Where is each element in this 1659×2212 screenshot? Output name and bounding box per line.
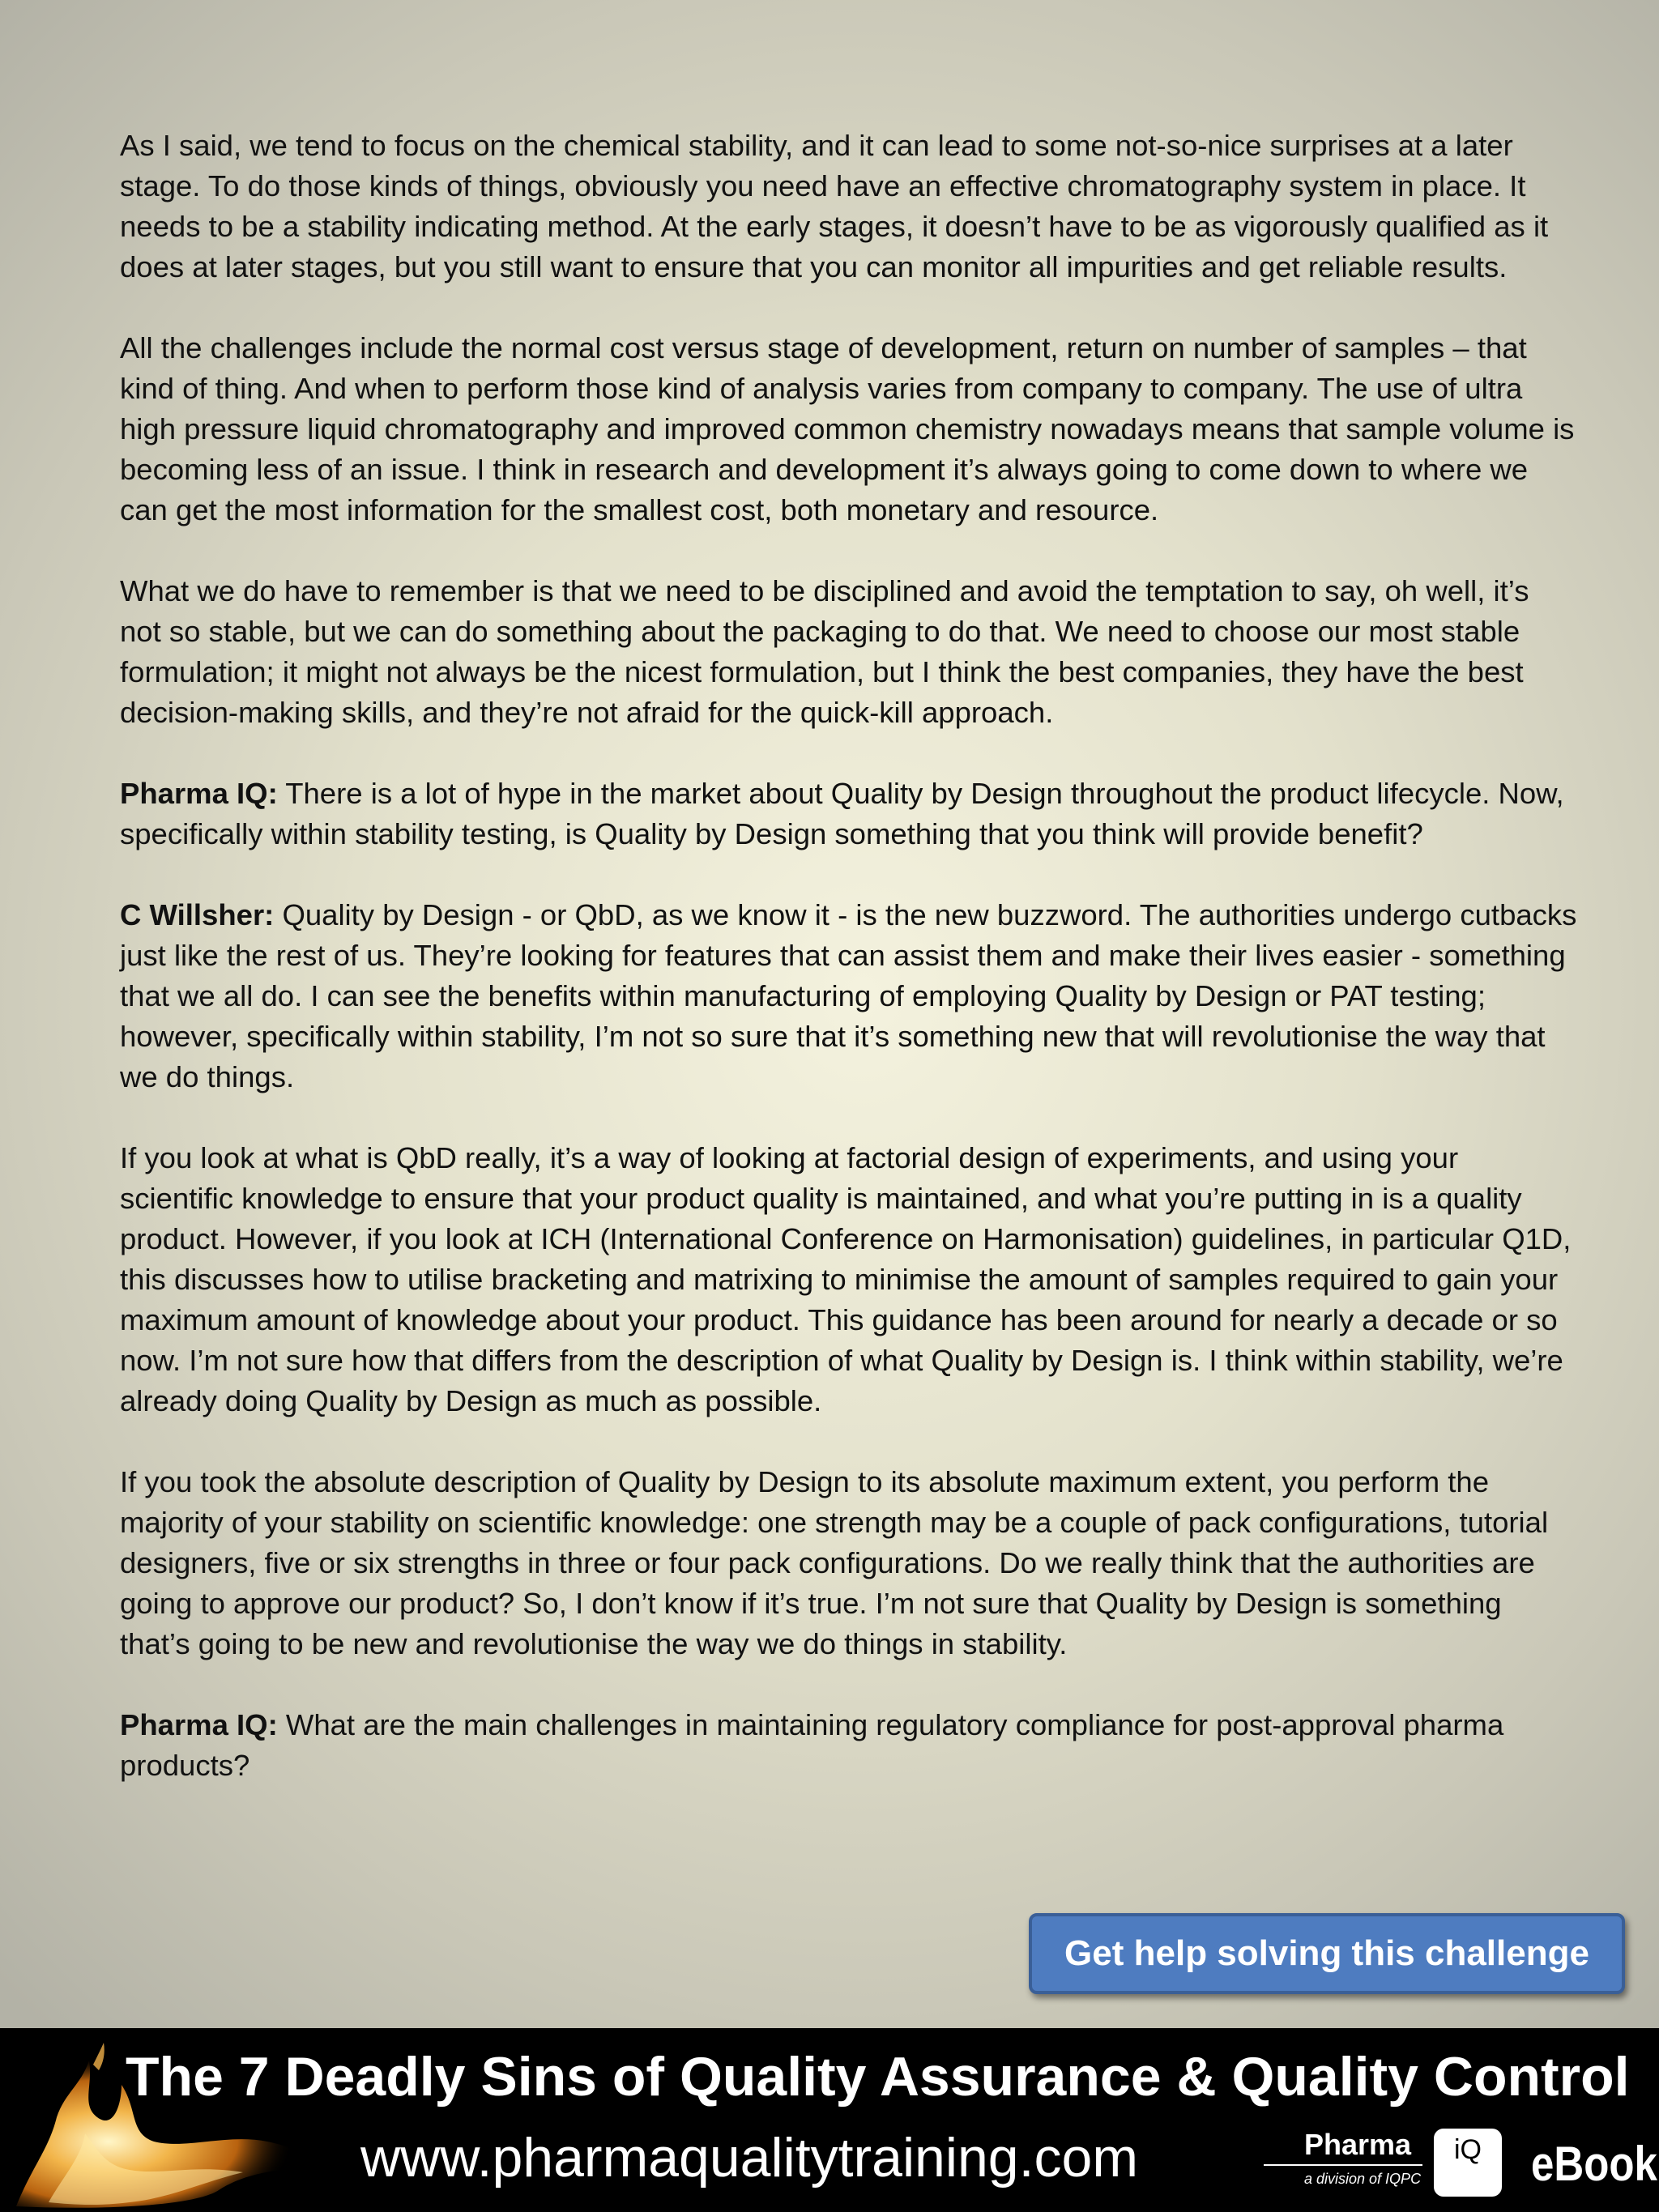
paragraph-2 bbox=[120, 328, 1578, 531]
paragraph-8 bbox=[120, 1705, 1578, 1786]
article-body bbox=[120, 126, 1578, 1786]
paragraph-3 bbox=[120, 571, 1578, 733]
paragraph-text: If you look at what is QbD really, it’s a way of looking at factorial design of experiments, and using your scientific knowledge to ensure that your product quality is maintained, and what you’re putting in is a quality product. However, if you look at ICH (International Conference on Harmonisation) guidelines, in particular Q1D, this discusses how to utilise bracketing and matrixing to minimise the amount of samples required to gain your maximum amount of knowledge about your product. This guidance has been around for nearly a decade or so now. I’m not sure how that differs from the description of what Quality by Design is. I think within stability, we’re already doing Quality by Design as much as possible. bbox=[120, 1141, 1572, 1417]
paragraph-text: What are the main challenges in maintaining regulatory compliance for post-approval pharma products? bbox=[120, 1708, 1504, 1782]
footer-url-link[interactable]: www.pharmaqualitytraining.com bbox=[360, 2127, 1138, 2189]
paragraph-7 bbox=[120, 1462, 1578, 1664]
ebook-label: eBook bbox=[1531, 2137, 1657, 2191]
speaker-label: C Willsher: bbox=[120, 898, 275, 931]
paragraph-text: All the challenges include the normal cost versus stage of development, return on number of samples – that kind of thing. And when to perform those kind of analysis varies from company to company. The use of ultra high pressure liquid chromatography and improved common chemistry nowadays means that sample volume is becoming less of an issue. I think in research and development it’s always going to come down to where we can get the most information for the smallest cost, both monetary and resource. bbox=[120, 331, 1575, 526]
logo-subtitle: a division of IQPC bbox=[1304, 2171, 1422, 2187]
logo-divider bbox=[1264, 2164, 1422, 2166]
logo-name: Pharma bbox=[1304, 2128, 1412, 2161]
paragraph-6 bbox=[120, 1138, 1578, 1421]
paragraph-5 bbox=[120, 895, 1578, 1097]
paragraph-text: What we do have to remember is that we need to be disciplined and avoid the temptation to say, oh well, it’s not so stable, but we can do something about the packaging to do that. We need to choose our most stable formulation; it might not always be the nicest formulation, but I think the best companies, they have the best decision-making skills, and they’re not afraid for the quick-kill approach. bbox=[120, 574, 1529, 729]
paragraph-text: If you took the absolute description of Quality by Design to its absolute maximum extent, you perform the majority of your stability on scientific knowledge: one strength may be a couple of pack configurations, tutorial designers, five or six strengths in three or four pack configurations. Do we really think that the authorities are going to approve our product? So, I don’t know if it’s true. I’m not sure that Quality by Design is something that’s going to be new and revolutionise the way we do things in stability. bbox=[120, 1465, 1549, 1660]
pharma-iq-logo bbox=[1264, 2124, 1657, 2205]
paragraph-text: Quality by Design - or QbD, as we know it - is the new buzzword. The authorities undergo cutbacks just like the rest of us. They’re looking for features that can assist them and make their lives easier - something that we all do. I can see the benefits within manufacturing of employing Quality by Design or PAT testing; however, specifically within stability, I’m not so sure that it’s something new that will revolutionise the way that we do things. bbox=[120, 898, 1577, 1093]
paragraph-text: There is a lot of hype in the market about Quality by Design throughout the product lifecycle. Now, specifically within stability testing, is Quality by Design something that you think will provide benefit? bbox=[120, 777, 1564, 850]
iq-badge-icon: iQ bbox=[1434, 2129, 1502, 2197]
footer-title: The 7 Deadly Sins of Quality Assurance & Quality Control bbox=[126, 2046, 1630, 2108]
speaker-label: Pharma IQ: bbox=[120, 777, 278, 810]
footer-banner bbox=[0, 2028, 1659, 2212]
paragraph-text: As I said, we tend to focus on the chemical stability, and it can lead to some not-so-nice surprises at a later stage. To do those kinds of things, obviously you need have an effective chromatography system in place. It needs to be a stability indicating method. At the early stages, it doesn’t have to be as vigorously qualified as it does at later stages, but you still want to ensure that you can monitor all impurities and get reliable results. bbox=[120, 129, 1549, 283]
paragraph-4 bbox=[120, 774, 1578, 855]
get-help-button[interactable]: Get help solving this challenge bbox=[1029, 1913, 1625, 1994]
paragraph-1 bbox=[120, 126, 1578, 288]
speaker-label: Pharma IQ: bbox=[120, 1708, 278, 1741]
